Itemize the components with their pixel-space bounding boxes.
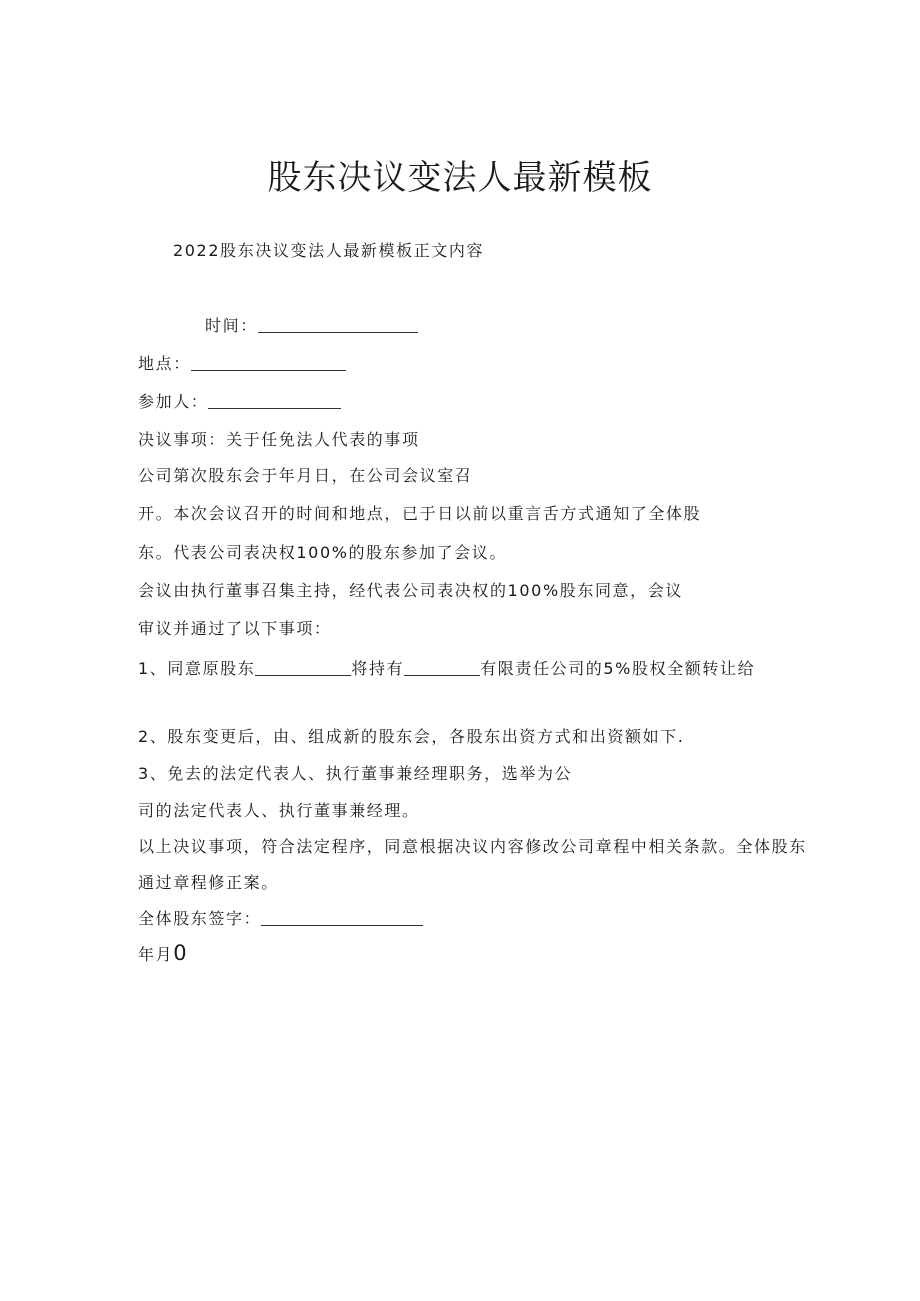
item-1-part-3: 有限责任公司的5%股权全额转让给 xyxy=(480,659,756,678)
item-1-blank-shareholder xyxy=(255,661,351,676)
date-line xyxy=(138,941,187,965)
place-blank xyxy=(191,356,346,371)
item-3-line-2: 司的法定代表人、执行董事兼经理。 xyxy=(138,801,420,820)
signature-label: 全体股东签字： xyxy=(138,909,262,928)
item-1-blank-company xyxy=(404,661,480,676)
closing-line-2: 通过章程修正案。 xyxy=(138,873,279,892)
item-3-line-1: 3、免去的法定代表人、执行董事兼经理职务，选举为公 xyxy=(138,764,573,783)
attendees-line xyxy=(138,389,341,412)
attendees-blank xyxy=(208,394,341,409)
resolution-matter: 决议事项：关于任免法人代表的事项 xyxy=(138,430,420,449)
document-subtitle: 2022股东决议变法人最新模板正文内容 xyxy=(173,241,485,260)
date-suffix: 0 xyxy=(173,941,187,965)
document-title: 股东决议变法人最新模板 xyxy=(267,158,653,198)
attendees-label: 参加人： xyxy=(138,392,209,411)
time-label: 时间： xyxy=(205,316,258,335)
paragraph-1-line-1: 公司第次股东会于年月日，在公司会议室召 xyxy=(138,466,473,485)
date-text: 年月 xyxy=(138,945,174,964)
item-1-line xyxy=(138,656,755,679)
paragraph-2-line-2: 审议并通过了以下事项： xyxy=(138,619,332,638)
paragraph-2-line-1: 会议由执行董事召集主持，经代表公司表决权的100%股东同意，会议 xyxy=(138,581,683,600)
item-1-part-2: 将持有 xyxy=(351,659,405,678)
time-line xyxy=(205,313,418,336)
signature-blank xyxy=(261,911,423,926)
item-1-part-1: 1、同意原股东 xyxy=(138,659,256,678)
paragraph-1-line-3: 东。代表公司表决权100%的股东参加了会议。 xyxy=(138,543,507,562)
place-line xyxy=(138,351,346,374)
signature-line xyxy=(138,906,423,929)
place-label: 地点： xyxy=(138,354,191,373)
item-2-line: 2、股东变更后，由、组成新的股东会，各股东出资方式和出资额如下. xyxy=(138,727,685,746)
time-blank xyxy=(258,318,418,333)
closing-line-1: 以上决议事项，符合法定程序，同意根据决议内容修改公司章程中相关条款。全体股东 xyxy=(138,837,807,856)
paragraph-1-line-2: 开。本次会议召开的时间和地点，已于日以前以重言舌方式通知了全体股 xyxy=(138,504,702,523)
